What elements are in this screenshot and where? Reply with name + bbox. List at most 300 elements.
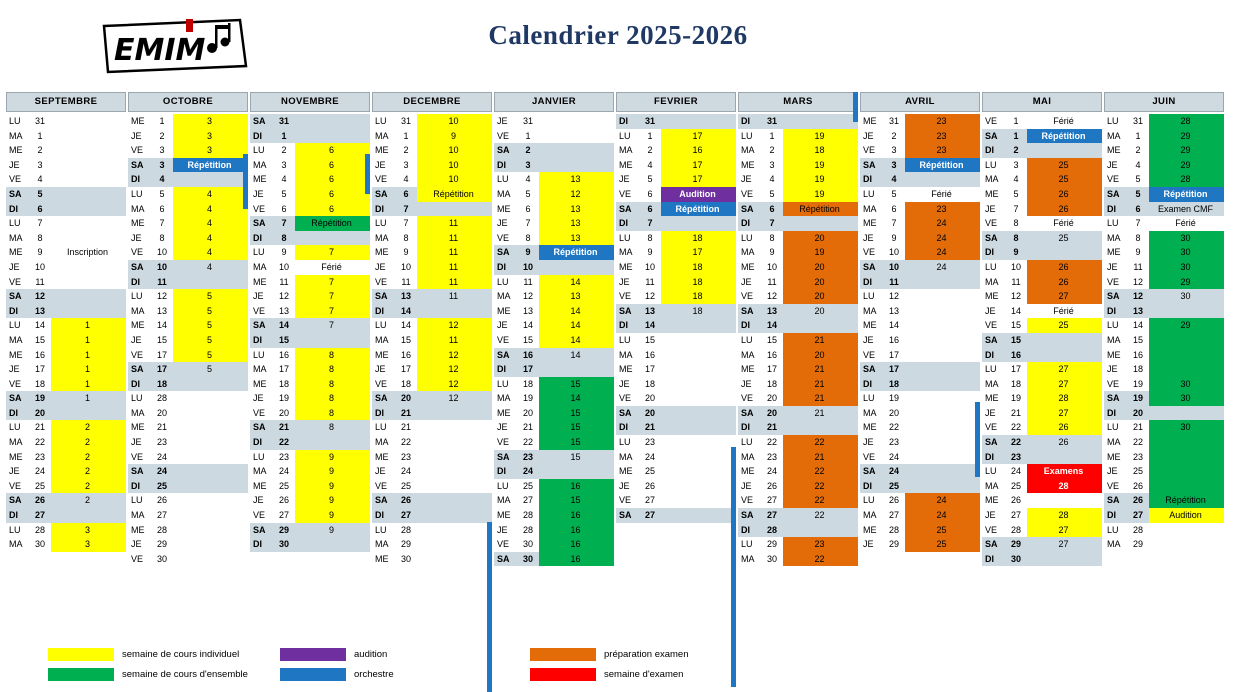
day-note [661,114,736,129]
day-of-week: MA [985,174,999,185]
day-note [51,260,126,275]
day-note: 24 [905,231,980,246]
month-header: JANVIER [494,92,614,112]
day-of-week: SA [741,203,754,214]
day-note [417,435,492,450]
day-note: 11 [417,245,492,260]
day-row [494,245,614,260]
day-number: 31 [766,116,777,126]
day-number: 3 [159,159,165,170]
day-note: 11 [417,275,492,290]
day-of-week: MA [619,145,633,156]
day-note: 1 [51,333,126,348]
day-row [250,377,370,392]
day-note: 14 [570,349,581,360]
column-marker [243,154,248,209]
day-number: 10 [888,247,899,258]
day-of-week: DI [131,480,140,491]
day-number: 7 [525,218,531,229]
day-note: 5 [173,333,248,348]
day-note: 20 [783,260,858,275]
day-number: 10 [278,261,289,272]
month-header: JUIN [1104,92,1224,112]
day-number: 18 [888,378,899,389]
day-note [661,391,736,406]
day-row [372,114,492,129]
day-number: 17 [400,364,411,375]
day-number: 5 [1135,174,1141,185]
day-number: 18 [400,378,411,389]
day-of-week: ME [375,145,389,156]
day-row [860,537,980,552]
day-of-week: ME [131,320,145,331]
day-row [860,172,980,187]
day-of-week: LU [375,116,387,126]
legend-swatch-yellow [48,648,114,661]
day-number: 11 [1133,261,1143,272]
day-note [417,493,492,508]
day-of-week: JE [863,437,874,448]
day-note [661,435,736,450]
day-of-week: SA [985,232,998,243]
day-of-week: VE [1107,378,1120,389]
day-number: 31 [888,116,899,126]
day-of-week: VE [741,393,754,404]
day-row [250,172,370,187]
day-number: 21 [1132,422,1143,433]
day-row [250,231,370,246]
day-row [6,318,126,333]
day-of-week: ME [985,393,999,404]
day-number: 16 [766,349,777,360]
day-of-week: DI [131,174,140,185]
day-note: 11 [448,291,459,302]
day-number: 18 [278,378,289,389]
day-of-week: SA [619,203,632,214]
day-of-week: LU [375,524,387,535]
day-of-week: JE [1107,261,1118,272]
month-column-fevrier [616,92,736,566]
day-note: 21 [783,333,858,348]
day-note [905,304,980,319]
day-of-week: LU [375,320,387,331]
day-number: 30 [278,539,289,550]
day-of-week: DI [1107,407,1116,418]
day-row [616,464,736,479]
day-of-week: SA [375,495,388,506]
day-of-week: ME [131,422,145,433]
day-row [860,158,980,173]
day-note [295,231,370,246]
day-number: 14 [522,320,533,331]
day-note [1027,450,1102,465]
day-number: 10 [400,261,411,272]
day-number: 4 [281,174,287,185]
day-number: 15 [400,334,411,345]
day-of-week: SA [985,334,998,345]
day-row [372,435,492,450]
day-note [905,406,980,421]
day-row [616,304,736,319]
day-of-week: ME [9,145,23,156]
day-row [982,537,1102,552]
day-note [905,464,980,479]
day-number: 20 [278,407,289,418]
day-of-week: LU [985,261,997,272]
day-row [250,304,370,319]
day-of-week: LU [253,145,265,156]
day-number: 25 [1010,480,1021,491]
day-of-week: LU [619,232,631,243]
day-note [173,377,248,392]
day-row [250,348,370,363]
day-note: 1 [51,318,126,333]
day-row [982,245,1102,260]
day-number: 21 [522,422,533,433]
day-row [128,202,248,217]
day-note: 15 [539,406,614,421]
day-of-week: JE [497,320,508,331]
day-of-week: DI [375,203,384,214]
day-row [616,508,736,523]
day-of-week: SA [253,524,266,535]
day-of-week: JE [131,232,142,243]
day-of-week: MA [741,247,755,258]
day-number: 11 [1011,276,1021,287]
day-number: 1 [769,130,775,141]
day-note: 17 [661,129,736,144]
day-of-week: VE [741,188,754,199]
day-number: 30 [400,553,411,564]
day-row [982,304,1102,319]
day-number: 29 [766,539,777,550]
month-column-juin [1104,92,1224,566]
day-number: 3 [37,159,43,170]
day-number: 24 [1010,466,1021,477]
day-note: 2 [51,464,126,479]
day-of-week: JE [253,495,264,506]
day-number: 25 [278,480,289,491]
day-of-week: ME [741,364,755,375]
day-note: 6 [295,143,370,158]
day-number: 29 [1010,539,1021,550]
day-row [860,231,980,246]
day-note: Férié [321,261,342,272]
day-number: 17 [156,364,167,375]
day-of-week: DI [985,451,994,462]
day-number: 22 [1010,422,1021,433]
day-note [1027,493,1102,508]
day-number: 15 [156,334,167,345]
day-note [51,143,126,158]
day-note: 15 [539,493,614,508]
day-of-week: JE [253,393,264,404]
day-number: 17 [888,349,899,360]
day-of-week: JE [9,159,20,170]
day-row [372,377,492,392]
month-days [494,114,614,566]
day-note [783,420,858,435]
day-row [128,537,248,552]
day-of-week: JE [985,407,996,418]
day-note [661,362,736,377]
day-of-week: MA [741,553,755,564]
day-of-week: MA [131,407,145,418]
day-row [982,464,1102,479]
day-row [6,508,126,523]
day-of-week: MA [131,305,145,316]
day-row [738,216,858,231]
day-of-week: VE [131,247,144,258]
day-note: 21 [783,377,858,392]
day-number: 20 [400,393,411,404]
day-of-week: DI [1107,305,1116,316]
day-note: 13 [539,289,614,304]
day-number: 10 [156,261,167,272]
day-row [128,333,248,348]
day-number: 24 [888,466,899,477]
day-of-week: DI [619,116,628,126]
day-of-week: DI [741,524,750,535]
day-number: 12 [522,291,533,302]
day-row [6,275,126,290]
day-row [6,187,126,202]
day-of-week: ME [985,495,999,506]
day-row [616,435,736,450]
day-number: 6 [37,203,43,214]
day-row [250,158,370,173]
day-number: 29 [156,539,167,550]
day-of-week: LU [985,466,997,477]
day-row [6,348,126,363]
day-number: 6 [891,203,897,214]
day-of-week: JE [131,130,142,141]
day-row [982,129,1102,144]
day-note: 30 [1149,231,1224,246]
day-of-week: JE [131,539,142,550]
day-row [982,420,1102,435]
day-number: 17 [644,364,655,375]
day-note [417,406,492,421]
day-number: 22 [888,422,899,433]
day-note [1149,362,1224,377]
day-row [738,435,858,450]
day-of-week: ME [985,188,999,199]
day-of-week: SA [985,437,998,448]
day-number: 26 [1010,495,1021,506]
day-row [494,537,614,552]
day-row [250,362,370,377]
day-number: 14 [400,305,411,316]
legend-label: orchestre [354,669,394,680]
day-note [1149,333,1224,348]
day-row [1104,216,1224,231]
day-row [616,348,736,363]
day-note: 11 [417,333,492,348]
day-row [128,260,248,275]
day-number: 21 [400,422,411,433]
column-marker [853,92,858,122]
day-row [982,362,1102,377]
day-number: 27 [1010,510,1021,521]
day-of-week: SA [619,407,632,418]
day-note [1149,406,1224,421]
day-of-week: ME [1107,145,1121,156]
day-number: 26 [644,480,655,491]
day-number: 10 [156,247,167,258]
day-number: 24 [522,466,533,477]
day-row [1104,391,1224,406]
day-number: 31 [400,116,411,126]
day-note [51,158,126,173]
day-note [661,406,736,421]
day-number: 22 [278,437,289,448]
day-number: 28 [766,524,777,535]
day-note [173,391,248,406]
day-number: 9 [1135,247,1141,258]
day-of-week: DI [497,364,506,375]
day-of-week: MA [619,451,633,462]
day-of-week: ME [253,378,267,389]
day-row [1104,275,1224,290]
day-note: 7 [295,245,370,260]
day-of-week: MA [253,364,267,375]
day-note: 16 [539,523,614,538]
legend-item [280,668,394,681]
day-note [783,318,858,333]
day-note: 18 [661,289,736,304]
day-of-week: DI [985,553,994,564]
day-note: 17 [661,158,736,173]
day-number: 25 [644,466,655,477]
day-row [1104,406,1224,421]
day-row [250,391,370,406]
day-note: 19 [783,245,858,260]
day-number: 23 [644,437,655,448]
day-of-week: ME [619,364,633,375]
day-of-week: SA [375,188,388,199]
day-row [128,143,248,158]
day-row [494,333,614,348]
legend-label: semaine de cours d'ensemble [122,669,248,680]
day-of-week: SA [1107,495,1120,506]
day-row [1104,172,1224,187]
legend-item [48,668,248,681]
day-of-week: DI [253,539,262,550]
day-note [173,479,248,494]
day-row [6,202,126,217]
day-of-week: ME [619,261,633,272]
day-row [128,479,248,494]
day-of-week: JE [619,378,630,389]
day-note: 14 [539,391,614,406]
day-note: 6 [295,187,370,202]
day-row [128,435,248,450]
day-note: Examens [1027,464,1102,479]
day-number: 21 [644,422,655,433]
day-row [250,318,370,333]
day-row [372,318,492,333]
day-of-week: DI [253,130,262,141]
day-of-week: LU [131,495,143,506]
day-of-week: MA [619,349,633,360]
day-row [982,202,1102,217]
day-note: 5 [173,289,248,304]
day-of-week: VE [131,451,144,462]
day-note: 29 [1149,129,1224,144]
day-number: 13 [888,305,899,316]
day-of-week: ME [1107,451,1121,462]
legend-swatch-red [530,668,596,681]
day-note [51,202,126,217]
legend-item [48,648,239,661]
day-row [1104,420,1224,435]
day-row [738,289,858,304]
day-number: 1 [525,130,531,141]
day-row [616,406,736,421]
day-of-week: DI [1107,510,1116,521]
day-number: 14 [278,320,289,331]
day-note: 20 [783,289,858,304]
day-note: 3 [173,143,248,158]
day-of-week: JE [1107,364,1118,375]
day-row [372,129,492,144]
day-note: Examen CMF [1157,203,1213,214]
day-number: 31 [34,116,45,126]
day-note: 27 [1027,362,1102,377]
day-note: 20 [783,231,858,246]
day-note: 26 [1058,437,1069,448]
day-number: 26 [888,495,899,506]
day-note: 5 [173,318,248,333]
day-of-week: SA [9,393,22,404]
day-note: 1 [84,393,90,404]
day-note: 27 [1027,406,1102,421]
day-of-week: LU [9,320,21,331]
day-row [1104,289,1224,304]
day-row [250,143,370,158]
day-row [6,493,126,508]
day-row [6,333,126,348]
day-number: 28 [1132,524,1143,535]
day-note: 22 [783,493,858,508]
day-of-week: LU [253,451,265,462]
day-number: 22 [1132,437,1143,448]
day-note: 8 [295,377,370,392]
day-note: 3 [51,537,126,552]
day-of-week: VE [497,539,510,550]
day-note [173,537,248,552]
day-number: 3 [1013,159,1019,170]
day-row [372,158,492,173]
day-number: 11 [157,276,167,287]
day-note [1027,348,1102,363]
day-of-week: SA [497,247,510,258]
day-of-week: VE [375,276,388,287]
day-number: 7 [1013,203,1019,214]
day-row [250,508,370,523]
day-row [494,129,614,144]
day-of-week: LU [741,539,753,550]
day-of-week: SA [619,305,632,316]
day-row [1104,333,1224,348]
svg-text:EMIM: EMIM [114,33,206,68]
day-of-week: LU [863,393,875,404]
day-note: 11 [417,216,492,231]
day-row [982,114,1102,129]
day-note [661,333,736,348]
day-number: 14 [400,320,411,331]
